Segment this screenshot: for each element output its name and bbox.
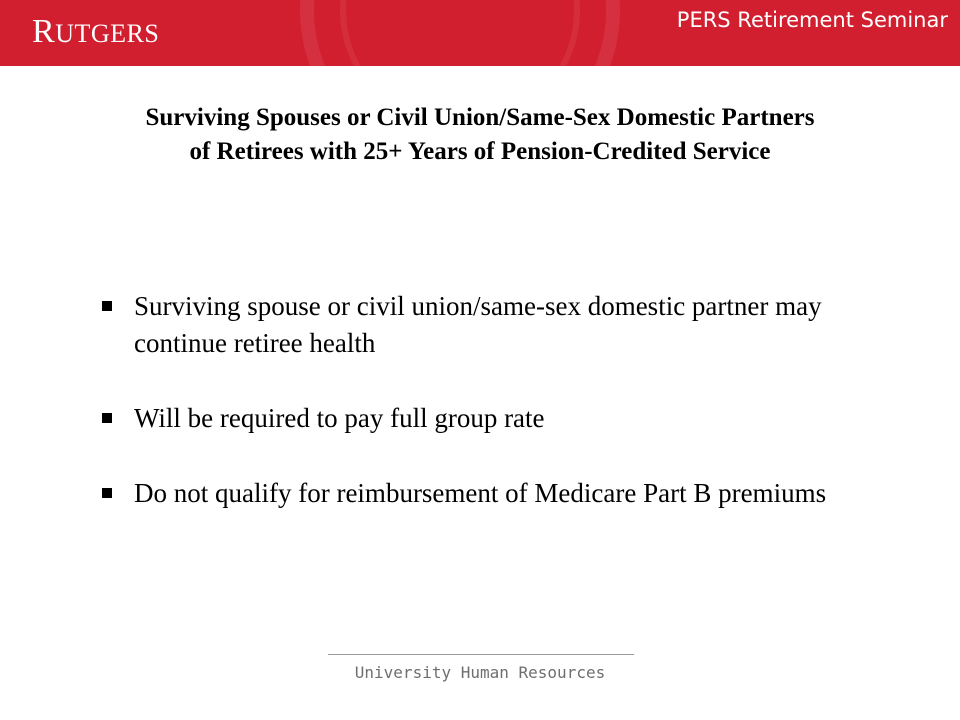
header-band bbox=[0, 0, 960, 66]
bullet-item bbox=[100, 288, 900, 362]
bullet-text: Will be required to pay full group rate bbox=[134, 403, 545, 433]
seal-watermark-inner bbox=[340, 0, 580, 66]
bullet-text: Surviving spouse or civil union/same-sex domestic partner may continue retiree health bbox=[134, 291, 822, 358]
slide-title-line-2: of Retirees with 25+ Years of Pension-Credited Service bbox=[189, 138, 771, 165]
rutgers-logo: RUTGERS bbox=[32, 13, 160, 50]
slide-title-line-1: Surviving Spouses or Civil Union/Same-Sex Domestic Partners bbox=[145, 104, 815, 131]
bullet-list bbox=[100, 288, 900, 550]
square-bullet-icon bbox=[102, 488, 112, 498]
square-bullet-icon bbox=[102, 301, 112, 311]
seminar-title: PERS Retirement Seminar bbox=[676, 8, 948, 32]
slide-title bbox=[40, 101, 920, 169]
bullet-item bbox=[100, 400, 900, 437]
footer-text: University Human Resources bbox=[354, 663, 606, 682]
footer-divider bbox=[328, 654, 634, 655]
square-bullet-icon bbox=[102, 413, 112, 423]
bullet-text: Do not qualify for reimbursement of Medicare Part B premiums bbox=[134, 478, 827, 508]
bullet-item bbox=[100, 475, 900, 512]
